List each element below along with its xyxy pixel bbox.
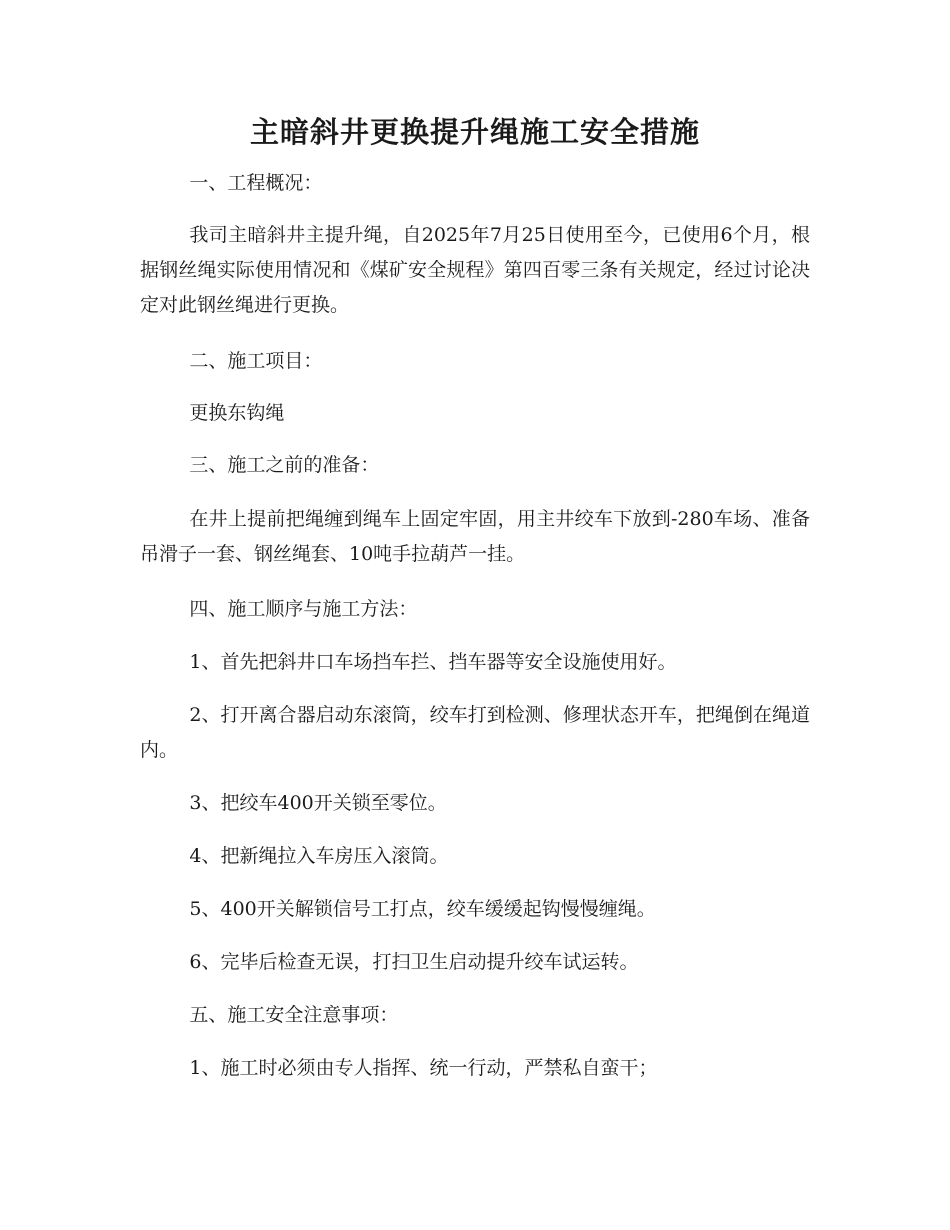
section-heading-sequence-method: 四、施工顺序与施工方法： [189, 598, 418, 620]
section-heading-safety-notes: 五、施工安全注意事项： [189, 1004, 399, 1026]
paragraph-preparation: 在井上提前把绳缠到绳车上固定牢固，用主井绞车下放到-280车场、准备吊滑子一套、钢丝绳套、10吨手拉葫芦一挂。 [140, 508, 810, 565]
section-heading-preparation: 三、施工之前的准备： [189, 454, 380, 476]
list-item-step-6: 6、完毕后检查无误，打扫卫生启动提升绞车试运转。 [189, 951, 639, 973]
list-item-step-4: 4、把新绳拉入车房压入滚筒。 [189, 845, 449, 867]
paragraph-project-overview: 我司主暗斜井主提升绳，自2025年7月25日使用至今，已使用6个月，根据钢丝绳实际使用情况和《煤矿安全规程》第四百零三条有关规定，经过讨论决定对此钢丝绳进行更换。 [140, 224, 810, 316]
list-item-step-1: 1、首先把斜井口车场挡车拦、挡车器等安全设施使用好。 [189, 651, 677, 673]
list-item-safety-1: 1、施工时必须由专人指挥、统一行动，严禁私自蛮干； [189, 1057, 658, 1079]
section-heading-construction-item: 二、施工项目： [189, 350, 323, 372]
section-heading-project-overview: 一、工程概况： [189, 172, 323, 194]
list-item-step-5: 5、400开关解锁信号工打点，绞车缓缓起钩慢慢缠绳。 [189, 898, 656, 920]
document-title: 主暗斜井更换提升绳施工安全措施 [249, 115, 700, 149]
paragraph-construction-item: 更换东钩绳 [189, 402, 285, 424]
list-item-step-3: 3、把绞车400开关锁至零位。 [189, 792, 447, 814]
list-item-step-2: 2、打开离合器启动东滚筒，绞车打到检测、修理状态开车，把绳倒在绳道内。 [140, 704, 810, 761]
